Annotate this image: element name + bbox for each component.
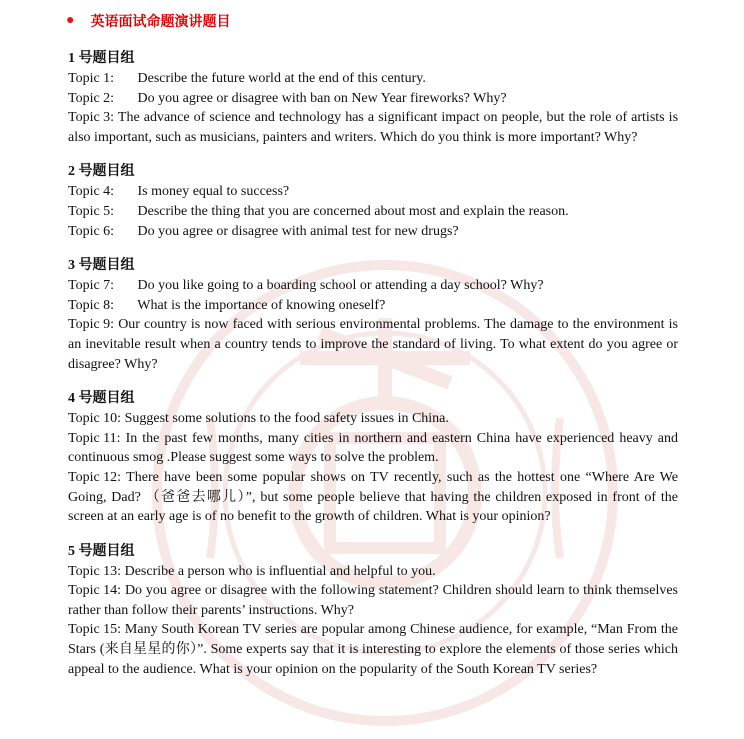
topic-group-5 — [68, 542, 678, 680]
topic-text: In the past few months, many cities in northern and eastern China have experienced heavy and continuous smog .Please suggest some ways to solve the problem. — [68, 430, 679, 466]
topic-text: Describe a person who is influential and helpful to you. — [124, 563, 436, 579]
topic-group-3 — [68, 256, 678, 374]
topic-item — [68, 276, 678, 296]
group-title: 1 号题目组 — [68, 51, 135, 66]
group-title: 5 号题目组 — [68, 543, 135, 559]
topic-text: Is money equal to success? — [137, 184, 290, 200]
topic-label: Topic 4: — [68, 184, 115, 200]
topic-label: Topic 14: — [68, 583, 122, 599]
topic-label: Topic 8: — [68, 297, 115, 313]
topic-text: The advance of science and technology has a significant impact on people, but the role of artists is also important, such as musicians, painters and writers. Which do you think is more important? Why? — [68, 110, 679, 145]
topic-text: What is the importance of knowing oneself? — [137, 297, 386, 313]
group-title: 2 号题目组 — [68, 164, 135, 180]
topic-text: Describe the future world at the end of this century. — [137, 71, 426, 86]
topic-item — [68, 296, 678, 316]
topic-text: Do you agree or disagree with ban on New Year fireworks? Why? — [137, 90, 507, 106]
topic-text: Suggest some solutions to the food safety issues in China. — [124, 411, 449, 427]
topic-item — [68, 202, 678, 222]
topic-label: Topic 1: — [68, 71, 115, 86]
topic-item — [68, 315, 678, 374]
topic-group-1 — [68, 49, 678, 147]
topic-label: Topic 15: — [68, 622, 122, 638]
topic-item — [68, 182, 678, 202]
topic-text: Do you agree or disagree with the following statement? Children should learn to think themselves rather than follow their parents’ instructions. Why? — [68, 583, 679, 618]
topic-label: Topic 10: — [68, 411, 122, 427]
topic-label: Topic 3: — [68, 110, 115, 126]
document-header — [66, 8, 678, 34]
topic-item — [68, 409, 678, 429]
document-page — [68, 8, 678, 679]
topic-label: Topic 6: — [68, 223, 115, 239]
topic-group-2 — [68, 162, 678, 241]
topic-label: Topic 9: — [68, 317, 115, 333]
topic-item — [68, 108, 678, 147]
topic-item — [68, 222, 678, 242]
topic-item — [68, 620, 678, 679]
topic-label: Topic 2: — [68, 90, 115, 106]
topic-label: Topic 13: — [68, 563, 122, 579]
topic-text: Many South Korean TV series are popular among Chinese audience, for example, “Man From the Stars (来自星星的你）”. Some experts say that it is interesting to explore the elements of those series which appeal to the audience. What is your opinion on the popularity of the South Korean TV series? — [68, 622, 678, 677]
topic-item — [68, 69, 678, 89]
topic-label: Topic 11: — [68, 430, 121, 446]
topic-group-4 — [68, 389, 678, 527]
topic-item — [68, 581, 678, 620]
topic-label: Topic 7: — [68, 278, 115, 294]
page-title: 英语面试命题演讲题目 — [90, 14, 231, 30]
topic-groups — [68, 49, 678, 679]
red-bullet-icon: ● — [66, 13, 75, 28]
topic-item — [68, 468, 678, 527]
topic-label: Topic 12: — [68, 469, 122, 485]
topic-text: Do you like going to a boarding school or attending a day school? Why? — [137, 278, 544, 294]
topic-text: Do you agree or disagree with animal test for new drugs? — [137, 223, 459, 239]
topic-text: Describe the thing that you are concerned about most and explain the reason. — [137, 203, 569, 219]
topic-text: Our country is now faced with serious environmental problems. The damage to the environment is an inevitable result when a country tends to improve the standard of living. To what extent do you agree or disagree? Why? — [68, 317, 678, 372]
topic-label: Topic 5: — [68, 203, 115, 219]
topic-item — [68, 429, 678, 468]
topic-item — [68, 562, 678, 582]
topic-item — [68, 89, 678, 109]
topic-text: There have been some popular shows on TV recently, such as the hottest one “Where Are We Going, Dad? （爸爸去哪儿）”, but some people believe that having the children exposed in front of the screen at an early age is of no benefit to the growth of children. What is your opinion? — [68, 469, 678, 525]
group-title: 3 号题目组 — [68, 258, 135, 274]
group-title: 4 号题目组 — [68, 391, 135, 407]
